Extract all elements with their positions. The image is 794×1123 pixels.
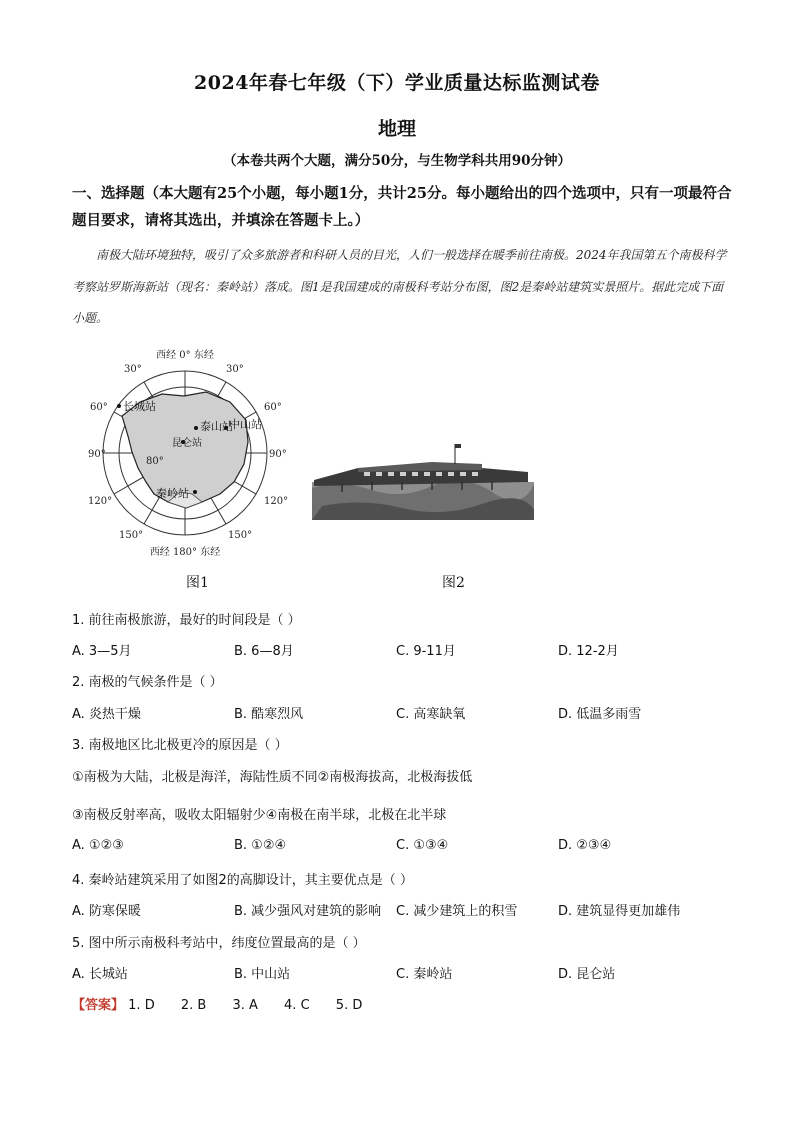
figure1-caption: 图1: [186, 575, 209, 591]
label-60-left: 60°: [90, 402, 108, 413]
question-5-option-b[interactable]: B. 中山站: [234, 967, 291, 982]
label-top: 西经 0° 东经: [156, 350, 214, 361]
question-1-option-c[interactable]: C. 9-11月: [396, 644, 456, 659]
question-1-option-d[interactable]: D. 12-2月: [558, 644, 619, 659]
label-150-right: 150°: [228, 530, 253, 541]
station-dot-qinling: [193, 490, 197, 494]
question-2-option-d[interactable]: D. 低温多雨雪: [558, 707, 642, 722]
figure2-caption: 图2: [442, 575, 465, 591]
question-5-option-c[interactable]: C. 秦岭站: [396, 967, 453, 982]
question-5-option-d[interactable]: D. 昆仑站: [558, 967, 616, 982]
answer-item: 2. B: [180, 998, 207, 1013]
question-2-stem: 2. 南极的气候条件是（ ）: [72, 675, 223, 690]
subject-title: 地理: [377, 118, 416, 140]
answer-line: [72, 994, 384, 1013]
station-changcheng: 长城站: [123, 400, 156, 413]
label-150-left: 150°: [119, 530, 144, 541]
label-60-right: 60°: [264, 402, 282, 413]
exam-note: （本卷共两个大题，满分50分，与生物学科共用90分钟）: [222, 153, 572, 169]
question-1-option-a[interactable]: A. 3—5月: [72, 644, 132, 659]
label-bottom: 西经 180° 东经: [149, 547, 221, 558]
question-2-option-c[interactable]: C. 高寒缺氧: [396, 707, 466, 722]
label-30-right: 30°: [226, 364, 244, 375]
label-90-left: 90°: [88, 449, 106, 460]
answer-item: 1. D: [128, 998, 155, 1013]
station-dot-changcheng: [117, 404, 121, 408]
answer-item: 3. A: [232, 998, 258, 1013]
question-4-option-d[interactable]: D. 建筑显得更加雄伟: [558, 904, 681, 919]
question-1-option-b[interactable]: B. 6—8月: [234, 644, 294, 659]
station-kunlun: 昆仑站: [172, 438, 202, 449]
label-80: 80°: [146, 456, 164, 467]
question-2-option-a[interactable]: A. 炎热干燥: [72, 707, 141, 722]
figure2-photo: [312, 428, 534, 520]
station-dot-taishan: [194, 426, 198, 430]
figure1-map: [88, 344, 298, 560]
exam-title: 2024年春七年级（下）学业质量达标监测试卷: [194, 72, 600, 94]
question-4-option-b[interactable]: B. 减少强风对建筑的影响: [234, 904, 382, 919]
question-3-option-a[interactable]: A. ①②③: [72, 838, 124, 853]
station-qinling: 秦岭站: [156, 487, 189, 500]
answer-tag: 【答案】: [72, 998, 125, 1013]
question-1-stem: 1. 前往南极旅游，最好的时间段是（ ）: [72, 613, 301, 628]
question-2-option-b[interactable]: B. 酷寒烈风: [234, 707, 304, 722]
intro-paragraph: 南极大陆环境独特，吸引了众多旅游者和科研人员的目光，人们一般选择在暖季前往南极。2024年我国第五个南极科学考察站罗斯海新站（现名：秦岭站）落成。图1是我国建成的南极科考站分布图，图2是秦岭站建筑实景照片。据此完成下面小题。: [72, 248, 727, 325]
question-3-statement-2: ③南极反射率高，吸收太阳辐射少④南极在南半球，北极在北半球: [72, 808, 447, 823]
question-3-option-b[interactable]: B. ①②④: [234, 838, 287, 853]
answer-item: 4. C: [284, 998, 310, 1013]
question-5-option-a[interactable]: A. 长城站: [72, 967, 128, 982]
question-3-option-d[interactable]: D. ②③④: [558, 838, 612, 853]
label-120-left: 120°: [88, 496, 113, 507]
section-heading: 一、选择题（本大题有25个小题，每小题1分，共计25分。每小题给出的四个选项中，只有一项最符合题目要求，请将其选出，并填涂在答题卡上。）: [72, 185, 732, 229]
question-3-statement-1: ①南极为大陆，北极是海洋，海陆性质不同②南极海拔高，北极海拔低: [72, 770, 473, 785]
label-30-left: 30°: [124, 364, 142, 375]
question-4-stem: 4. 秦岭站建筑采用了如图2的高脚设计，其主要优点是（ ）: [72, 873, 413, 888]
question-3-option-c[interactable]: C. ①③④: [396, 838, 449, 853]
label-120-right: 120°: [264, 496, 289, 507]
label-90-right: 90°: [269, 449, 287, 460]
question-3-stem: 3. 南极地区比北极更冷的原因是（ ）: [72, 738, 288, 753]
answer-item: 5. D: [335, 998, 363, 1013]
station-zhongshan: 中山站: [229, 418, 262, 431]
question-4-option-a[interactable]: A. 防寒保暖: [72, 904, 141, 919]
station-taishan: 泰山站: [200, 420, 233, 433]
question-5-stem: 5. 图中所示南极科考站中，纬度位置最高的是（ ）: [72, 936, 366, 951]
question-4-option-c[interactable]: C. 减少建筑上的积雪: [396, 904, 518, 919]
